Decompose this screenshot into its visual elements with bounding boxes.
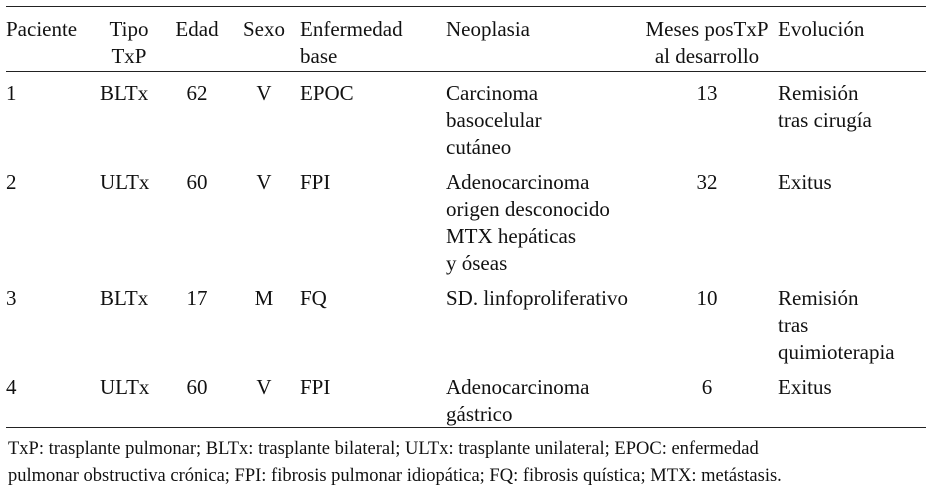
cell-meses: 32 — [696, 170, 718, 194]
cell-edad: 60 — [186, 375, 208, 399]
cell-neoplasia: SD. linfoproliferativo — [446, 286, 628, 310]
table-header-row — [6, 8, 926, 70]
patients-table — [6, 8, 926, 428]
cell-evolucion: Exitus — [778, 170, 832, 194]
cell-evolucion: Exitus — [778, 375, 832, 399]
cell-sexo: M — [254, 286, 274, 310]
cell-edad: 17 — [186, 286, 208, 310]
cell-tipo: BLTx — [100, 286, 149, 310]
table-row — [6, 277, 926, 366]
footnote-line-1: TxP: trasplante pulmonar; BLTx: trasplante bilateral; ULTx: trasplante unilateral; EPOC: enfermedad — [8, 439, 759, 459]
cell-evolucion: Remisión tras cirugía — [778, 81, 872, 132]
header-enfermedad-base: Enfermedad base — [300, 17, 403, 68]
cell-edad: 62 — [186, 81, 208, 105]
header-neoplasia: Neoplasia — [446, 17, 530, 41]
cell-paciente: 1 — [6, 81, 17, 105]
cell-enfermedad: FPI — [300, 375, 331, 399]
table-top-rule — [6, 6, 926, 7]
cell-paciente: 4 — [6, 375, 17, 399]
cell-neoplasia: Carcinoma basocelular cutáneo — [446, 81, 542, 159]
cell-paciente: 3 — [6, 286, 17, 310]
table-footnote — [8, 436, 928, 490]
cell-sexo: V — [256, 375, 272, 399]
header-edad: Edad — [175, 17, 219, 41]
cell-edad: 60 — [186, 170, 208, 194]
cell-enfermedad: EPOC — [300, 81, 354, 105]
table-row — [6, 366, 926, 428]
cell-sexo: V — [256, 170, 272, 194]
cell-meses: 10 — [696, 286, 718, 310]
cell-enfermedad: FPI — [300, 170, 331, 194]
header-evolucion: Evolución — [778, 17, 865, 41]
cell-tipo: ULTx — [100, 375, 150, 399]
table-row — [6, 161, 926, 277]
cell-paciente: 2 — [6, 170, 17, 194]
cell-tipo: BLTx — [100, 81, 149, 105]
cell-neoplasia: Adenocarcinoma gástrico — [446, 375, 590, 426]
header-tipo-txp: Tipo TxP — [109, 17, 149, 68]
header-paciente: Paciente — [6, 17, 78, 41]
header-sexo: Sexo — [243, 17, 285, 41]
footnote-line-2: pulmonar obstructiva crónica; FPI: fibrosis pulmonar idiopática; FQ: fibrosis quística; MTX: metástasis. — [8, 466, 782, 486]
cell-tipo: ULTx — [100, 170, 150, 194]
cell-meses: 6 — [701, 375, 713, 399]
cell-enfermedad: FQ — [300, 286, 327, 310]
cell-evolucion: Remisión tras quimioterapia — [778, 286, 895, 364]
cell-sexo: V — [256, 81, 272, 105]
cell-neoplasia: Adenocarcinoma origen desconocido MTX hepáticas y óseas — [446, 170, 610, 275]
header-meses: Meses posTxP al desarrollo — [645, 17, 769, 68]
table-row — [6, 70, 926, 161]
cell-meses: 13 — [696, 81, 718, 105]
